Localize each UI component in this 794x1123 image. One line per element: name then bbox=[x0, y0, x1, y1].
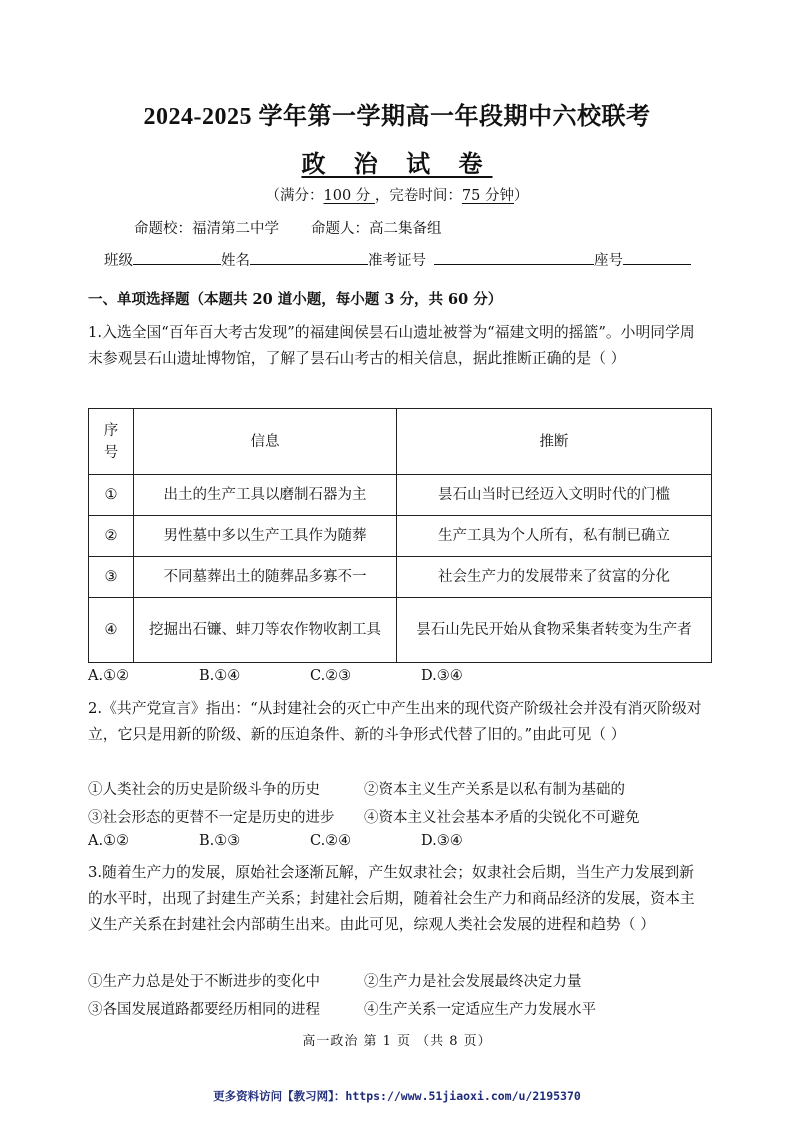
q3-statement-3: ③各国发展道路都要经历相同的进程 bbox=[88, 1002, 320, 1018]
table-row bbox=[89, 598, 712, 663]
q2-statement-4: ④资本主义社会基本矛盾的尖锐化不可避免 bbox=[364, 810, 640, 826]
row-info: 男性墓中多以生产工具作为随葬 bbox=[134, 516, 397, 557]
table-row bbox=[89, 516, 712, 557]
exam-subtitle bbox=[0, 144, 794, 179]
q2-option-a[interactable]: A.①② bbox=[88, 833, 130, 849]
table-header-row bbox=[89, 409, 712, 475]
row-inference: 生产工具为个人所有，私有制已确立 bbox=[397, 516, 712, 557]
student-info-fields bbox=[104, 249, 691, 270]
q1-table bbox=[88, 408, 712, 663]
score-value: 100 分 bbox=[323, 188, 375, 204]
q1-option-c[interactable]: C.②③ bbox=[310, 668, 352, 684]
row-index: ③ bbox=[89, 557, 134, 598]
table-header-info: 信息 bbox=[134, 409, 397, 475]
q2-stem: 2.《共产党宣言》指出：“从封建社会的灭亡中产生出来的现代资产阶级社会并没有消灭阶级对立，它只是用新的阶级、新的压迫条件、新的斗争形式代替了旧的。”由此可见（ ） bbox=[88, 700, 702, 743]
name-field[interactable] bbox=[250, 250, 368, 265]
q3-statements-row2 bbox=[88, 998, 596, 1019]
q1-options bbox=[88, 668, 463, 684]
section-title: 一、单项选择题（本题共 20 道小题，每小题 3 分，共 60 分） bbox=[88, 291, 503, 308]
row-inference: 昙石山先民开始从食物采集者转变为生产者 bbox=[397, 598, 712, 663]
q2-statements-row2 bbox=[88, 806, 640, 827]
row-index: ① bbox=[89, 475, 134, 516]
row-info: 出土的生产工具以磨制石器为主 bbox=[134, 475, 397, 516]
exam-no-field[interactable] bbox=[434, 250, 594, 265]
seat-field[interactable] bbox=[623, 250, 691, 265]
q3-statement-4: ④生产关系一定适应生产力发展水平 bbox=[364, 1002, 596, 1018]
q2-option-c[interactable]: C.②④ bbox=[310, 833, 352, 849]
score-prefix: （满分： bbox=[265, 188, 324, 204]
time-value: 75 分钟 bbox=[461, 188, 514, 204]
table-row bbox=[89, 557, 712, 598]
q2-statements-row1 bbox=[88, 778, 625, 799]
author-text: 命题人：高二集备组 bbox=[311, 221, 442, 237]
q2-statement-3: ③社会形态的更替不一定是历史的进步 bbox=[88, 810, 335, 826]
name-label: 姓名 bbox=[221, 253, 250, 269]
exam-title: 2024-2025 学年第一学期高一年段期中六校联考 bbox=[143, 104, 651, 130]
table-header-inference: 推断 bbox=[397, 409, 712, 475]
q1-stem: 1.入选全国“百年百大考古发现”的福建闽侯昙石山遗址被誉为“福建文明的摇篮”。小明同学周末参观昙石山遗址博物馆，了解了昙石山考古的相关信息，据此推断正确的是（ ） bbox=[88, 324, 695, 367]
author-line bbox=[134, 217, 442, 238]
score-mid: ，完卷时间： bbox=[374, 188, 462, 204]
table-row bbox=[89, 475, 712, 516]
row-info: 挖掘出石镰、蚌刀等农作物收割工具 bbox=[134, 598, 397, 663]
resource-link[interactable]: 更多资料访问【教习网】：https://www.51jiaoxi.com/u/2195370 bbox=[213, 1089, 581, 1103]
q1-option-b[interactable]: B.①④ bbox=[199, 668, 241, 684]
q3-stem: 3.随着生产力的发展，原始社会逐渐瓦解，产生奴隶社会；奴隶社会后期，当生产力发展到新的水平时，出现了封建生产关系；封建社会后期，随着社会生产力和商品经济的发展，资本主义生产关系在封建社会内部萌生出来。由此可见，综观人类社会发展的进程和趋势（ ） bbox=[88, 864, 695, 933]
row-inference: 昙石山当时已经迈入文明时代的门槛 bbox=[397, 475, 712, 516]
row-inference: 社会生产力的发展带来了贫富的分化 bbox=[397, 557, 712, 598]
q1-option-d[interactable]: D.③④ bbox=[421, 668, 463, 684]
q3-statements-row1 bbox=[88, 970, 582, 991]
class-label: 班级 bbox=[104, 253, 133, 269]
q2-statement-2: ②资本主义生产关系是以私有制为基础的 bbox=[364, 782, 625, 798]
exam-no-label: 准考证号 bbox=[368, 253, 426, 269]
q2-option-b[interactable]: B.①③ bbox=[199, 833, 241, 849]
q3-statement-1: ①生产力总是处于不断进步的变化中 bbox=[88, 974, 320, 990]
q1-option-a[interactable]: A.①② bbox=[88, 668, 130, 684]
seat-label: 座号 bbox=[594, 253, 623, 269]
score-time-line bbox=[0, 184, 794, 205]
subtitle-text: 政 治 试 卷 bbox=[301, 149, 493, 178]
page-footer: 高一政治 第 1 页 （共 8 页） bbox=[302, 1034, 492, 1049]
score-suffix: ） bbox=[513, 188, 529, 204]
class-field[interactable] bbox=[133, 250, 221, 265]
q3-statement-2: ②生产力是社会发展最终决定力量 bbox=[364, 974, 582, 990]
row-index: ④ bbox=[89, 598, 134, 663]
row-index: ② bbox=[89, 516, 134, 557]
q2-option-d[interactable]: D.③④ bbox=[421, 833, 463, 849]
school-text: 命题校：福清第二中学 bbox=[134, 221, 279, 237]
table-header-index: 序号 bbox=[89, 409, 134, 475]
row-info: 不同墓葬出土的随葬品多寡不一 bbox=[134, 557, 397, 598]
q2-options bbox=[88, 833, 463, 849]
q2-statement-1: ①人类社会的历史是阶级斗争的历史 bbox=[88, 782, 320, 798]
